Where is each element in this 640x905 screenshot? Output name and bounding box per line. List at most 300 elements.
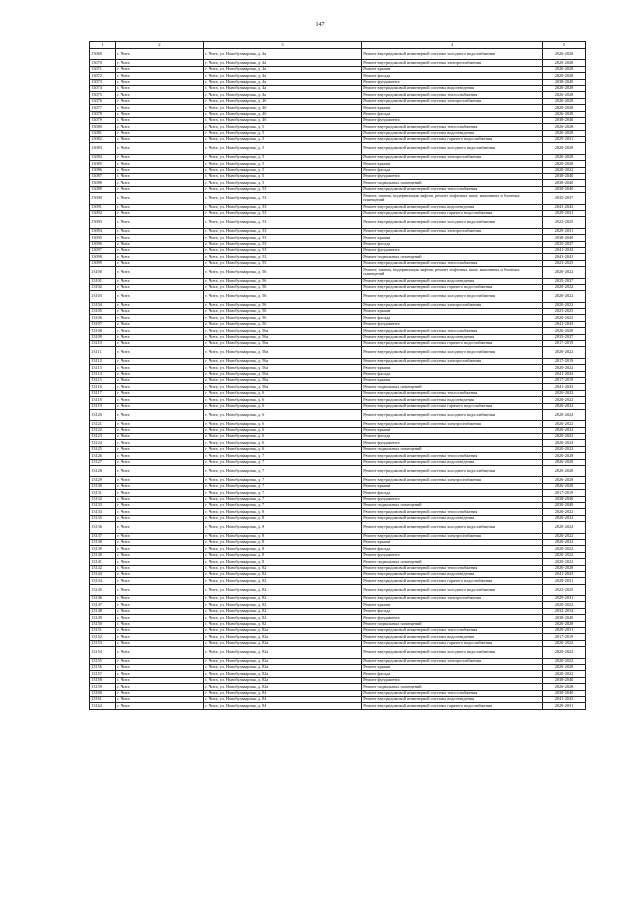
row-period: 2020-2022 — [543, 267, 586, 278]
row-number: 13151 — [90, 628, 116, 634]
row-city: г. Чита — [116, 92, 204, 98]
row-address: г. Чита, ул. Новобульварная, д. 8 — [204, 546, 362, 552]
table-row — [90, 217, 586, 228]
row-address: г. Чита, ул. Новобульварная, д. 6 — [204, 427, 362, 433]
row-number: 13084 — [90, 154, 116, 160]
row-city: г. Чита — [116, 403, 204, 409]
row-number: 13109 — [90, 334, 116, 340]
row-number: 13089 — [90, 186, 116, 192]
row-city: г. Чита — [116, 596, 204, 602]
row-number: 13159 — [90, 684, 116, 690]
row-number: 13073 — [90, 79, 116, 85]
row-number: 13104 — [90, 302, 116, 308]
row-address: г. Чита, ул. Новобульварная, д. 6 — [204, 421, 362, 427]
row-work-type: Ремонт крыши — [362, 365, 543, 371]
row-period: 2020-2022 — [543, 291, 586, 302]
row-city: г. Чита — [116, 658, 204, 664]
row-address: г. Чита, ул. Новобульварная, д. 4а — [204, 49, 362, 60]
row-work-type: Ремонт крыши — [362, 427, 543, 433]
row-work-type: Ремонт внутридомовой инженерной системы теплоснабжения — [362, 186, 543, 192]
row-city: г. Чита — [116, 446, 204, 452]
row-work-type: Ремонт подвальных помещений — [362, 503, 543, 509]
row-work-type: Ремонт внутридомовой инженерной системы горячего водоснабжения — [362, 137, 543, 143]
table-row — [90, 522, 586, 533]
row-work-type: Ремонт внутридомовой инженерной системы горячего водоснабжения — [362, 640, 543, 646]
row-address: г. Чита, ул. Новобульварная, д. 8 — [204, 515, 362, 521]
row-address: г. Чита, ул. Новобульварная, д. 8 — [204, 539, 362, 545]
row-address: г. Чита, ул. Новобульварная, д. 53 — [204, 241, 362, 247]
row-period: 2038-2040 — [543, 79, 586, 85]
row-work-type: Ремонт внутридомовой инженерной системы теплоснабжения — [362, 565, 543, 571]
row-work-type: Ремонт подвальных помещений — [362, 621, 543, 627]
row-number: 13080 — [90, 124, 116, 130]
row-address: г. Чита, ул. Новобульварная, д. 5 — [204, 180, 362, 186]
row-city: г. Чита — [116, 664, 204, 670]
row-address: г. Чита, ул. Новобульварная, д. 56а — [204, 341, 362, 347]
row-number: 13107 — [90, 321, 116, 327]
row-work-type: Ремонт внутридомовой инженерной системы водоотведения — [362, 515, 543, 521]
row-work-type: Ремонт крыши — [362, 664, 543, 670]
row-period: 2026-2028 — [543, 60, 586, 66]
row-number: 13156 — [90, 664, 116, 670]
row-number: 13113 — [90, 365, 116, 371]
row-period: 2038-2040 — [543, 174, 586, 180]
row-address: г. Чита, ул. Новобульварная, д. 56а — [204, 384, 362, 390]
row-work-type: Ремонт фундамента — [362, 79, 543, 85]
row-number: 13162 — [90, 703, 116, 709]
row-period: 2017-2019 — [543, 377, 586, 383]
row-city: г. Чита — [116, 235, 204, 241]
row-city: г. Чита — [116, 117, 204, 123]
row-number: 13153 — [90, 640, 116, 646]
row-number: 13082 — [90, 137, 116, 143]
row-address: г. Чита, ул. Новобульварная, д. 56а — [204, 377, 362, 383]
row-address: г. Чита, ул. Новобульварная, д. 4б — [204, 105, 362, 111]
row-work-type: Ремонт внутридомовой инженерной системы электроснабжения — [362, 477, 543, 483]
row-work-type: Ремонт внутридомовой инженерной системы электроснабжения — [362, 533, 543, 539]
row-work-type: Ремонт фундамента — [362, 321, 543, 327]
row-period: 2017-2019 — [543, 341, 586, 347]
row-work-type: Ремонт внутридомовой инженерной системы теплоснабжения — [362, 628, 543, 634]
row-period: 2026-2028 — [543, 49, 586, 60]
row-work-type: Ремонт внутридомовой инженерной системы холодного водоснабжения — [362, 143, 543, 154]
row-work-type: Ремонт крыши — [362, 602, 543, 608]
row-city: г. Чита — [116, 684, 204, 690]
row-city: г. Чита — [116, 79, 204, 85]
table-row — [90, 409, 586, 420]
row-work-type: Ремонт фасада — [362, 167, 543, 173]
row-address: г. Чита, ул. Новобульварная, д. 8 — [204, 522, 362, 533]
row-work-type: Ремонт внутридомовой инженерной системы электроснабжения — [362, 154, 543, 160]
row-city: г. Чита — [116, 602, 204, 608]
row-work-type: Ремонт внутридомовой инженерной системы водоотведения — [362, 397, 543, 403]
row-work-type: Ремонт крыши — [362, 483, 543, 489]
row-address: г. Чита, ул. Новобульварная, д. 8 — [204, 552, 362, 558]
row-number: 13124 — [90, 440, 116, 446]
row-city: г. Чита — [116, 427, 204, 433]
table-row — [90, 466, 586, 477]
row-city: г. Чита — [116, 647, 204, 658]
row-period: 2026-2028 — [543, 483, 586, 489]
row-number: 13118 — [90, 397, 116, 403]
row-period: 2029-2031 — [543, 228, 586, 234]
row-city: г. Чита — [116, 137, 204, 143]
row-city: г. Чита — [116, 174, 204, 180]
row-city: г. Чита — [116, 210, 204, 216]
row-number: 13078 — [90, 111, 116, 117]
table-row — [90, 703, 586, 709]
row-period: 2020-2022 — [543, 546, 586, 552]
row-period: 2020-2022 — [543, 640, 586, 646]
row-work-type: Ремонт фундамента — [362, 496, 543, 502]
row-work-type: Ремонт внутридомовой инженерной системы водоотведения — [362, 634, 543, 640]
row-number: 13070 — [90, 60, 116, 66]
row-work-type: Ремонт фасада — [362, 315, 543, 321]
row-period: 2026-2028 — [543, 105, 586, 111]
row-address: г. Чита, ул. Новобульварная, д. 82а — [204, 671, 362, 677]
row-address: г. Чита, ул. Новобульварная, д. 5 — [204, 137, 362, 143]
row-city: г. Чита — [116, 384, 204, 390]
row-city: г. Чита — [116, 228, 204, 234]
row-city: г. Чита — [116, 578, 204, 584]
row-number: 13111 — [90, 347, 116, 358]
row-work-type: Ремонт фасада — [362, 371, 543, 377]
row-city: г. Чита — [116, 60, 204, 66]
row-number: 13132 — [90, 496, 116, 502]
row-period: 2026-2028 — [543, 477, 586, 483]
row-address: г. Чита, ул. Новобульварная, д. 82а — [204, 677, 362, 683]
row-period: 2026-2028 — [543, 621, 586, 627]
row-city: г. Чита — [116, 483, 204, 489]
row-city: г. Чита — [116, 533, 204, 539]
row-address: г. Чита, ул. Новобульварная, д. 56 — [204, 267, 362, 278]
row-work-type: Ремонт, замена, модернизация лифтов, ремонт лифтовых шахт, машинных и блочных помещений — [362, 193, 543, 204]
row-work-type: Ремонт внутридомовой инженерной системы холодного водоснабжения — [362, 522, 543, 533]
row-city: г. Чита — [116, 584, 204, 595]
row-period: 2041-2043 — [543, 696, 586, 702]
row-address: г. Чита, ул. Новобульварная, д. 82а — [204, 634, 362, 640]
row-city: г. Чита — [116, 477, 204, 483]
row-address: г. Чита, ул. Новобульварная, д. 56 — [204, 309, 362, 315]
row-work-type: Ремонт внутридомовой инженерной системы холодного водоснабжения — [362, 584, 543, 595]
row-address: г. Чита, ул. Новобульварная, д. 56 — [204, 284, 362, 290]
row-address: г. Чита, ул. Новобульварная, д. 53 — [204, 210, 362, 216]
row-address: г. Чита, ул. Новобульварная, д. 5 — [204, 130, 362, 136]
row-period: 2020-2022 — [543, 390, 586, 396]
row-city: г. Чита — [116, 466, 204, 477]
row-number: 13097 — [90, 247, 116, 253]
row-work-type: Ремонт внутридомовой инженерной системы водоотведения — [362, 571, 543, 577]
row-number: 13121 — [90, 421, 116, 427]
row-work-type: Ремонт фасада — [362, 111, 543, 117]
row-work-type: Ремонт внутридомовой инженерной системы водоотведения — [362, 204, 543, 210]
row-address: г. Чита, ул. Новобульварная, д. 53 — [204, 186, 362, 192]
row-period: 2038-2040 — [543, 186, 586, 192]
row-period: 2026-2028 — [543, 143, 586, 154]
row-work-type: Ремонт подвальных помещений — [362, 254, 543, 260]
row-period: 2041-2043 — [543, 371, 586, 377]
row-number: 13140 — [90, 552, 116, 558]
row-city: г. Чита — [116, 621, 204, 627]
row-city: г. Чита — [116, 552, 204, 558]
row-period: 2038-2040 — [543, 117, 586, 123]
header-col-3: 3 — [204, 42, 362, 49]
row-number: 13149 — [90, 615, 116, 621]
row-period: 2026-2028 — [543, 453, 586, 459]
row-number: 13146 — [90, 596, 116, 602]
row-city: г. Чита — [116, 409, 204, 420]
row-number: 13083 — [90, 143, 116, 154]
row-work-type: Ремонт внутридомовой инженерной системы горячего водоснабжения — [362, 284, 543, 290]
row-number: 13096 — [90, 241, 116, 247]
row-period: 2023-2025 — [543, 217, 586, 228]
row-period: 2020-2022 — [543, 403, 586, 409]
row-period: 2020-2022 — [543, 658, 586, 664]
row-work-type: Ремонт внутридомовой инженерной системы горячего водоснабжения — [362, 403, 543, 409]
row-city: г. Чита — [116, 204, 204, 210]
row-work-type: Ремонт внутридомовой инженерной системы электроснабжения — [362, 60, 543, 66]
row-period: 2020-2022 — [543, 552, 586, 558]
row-period: 2020-2022 — [543, 509, 586, 515]
row-work-type: Ремонт фундамента — [362, 552, 543, 558]
row-address: г. Чита, ул. Новобульварная, д. 56 — [204, 278, 362, 284]
row-period: 2032-2034 — [543, 608, 586, 614]
row-city: г. Чита — [116, 459, 204, 465]
row-address: г. Чита, ул. Новобульварная, д. 56 — [204, 315, 362, 321]
row-city: г. Чита — [116, 559, 204, 565]
row-number: 13129 — [90, 477, 116, 483]
row-number: 13105 — [90, 309, 116, 315]
row-number: 13072 — [90, 73, 116, 79]
table-row — [90, 267, 586, 278]
row-address: г. Чита, ул. Новобульварная, д. 82а — [204, 647, 362, 658]
row-number: 13136 — [90, 522, 116, 533]
row-city: г. Чита — [116, 522, 204, 533]
row-work-type: Ремонт фундамента — [362, 247, 543, 253]
row-work-type: Ремонт подвальных помещений — [362, 180, 543, 186]
row-city: г. Чита — [116, 167, 204, 173]
row-period: 2029-2031 — [543, 137, 586, 143]
row-city: г. Чита — [116, 154, 204, 160]
row-work-type: Ремонт внутридомовой инженерной системы холодного водоснабжения — [362, 49, 543, 60]
row-period: 2029-2031 — [543, 596, 586, 602]
row-city: г. Чита — [116, 347, 204, 358]
row-number: 13152 — [90, 634, 116, 640]
row-work-type: Ремонт крыши — [362, 309, 543, 315]
row-work-type: Ремонт внутридомовой инженерной системы электроснабжения — [362, 596, 543, 602]
row-work-type: Ремонт внутридомовой инженерной системы электроснабжения — [362, 421, 543, 427]
row-city: г. Чита — [116, 111, 204, 117]
row-address: г. Чита, ул. Новобульварная, д. 82 — [204, 596, 362, 602]
row-work-type: Ремонт внутридомовой инженерной системы горячего водоснабжения — [362, 210, 543, 216]
row-number: 13099 — [90, 260, 116, 266]
row-number: 13106 — [90, 315, 116, 321]
row-address: г. Чита, ул. Новобульварная, д. 4б — [204, 111, 362, 117]
row-work-type: Ремонт внутридомовой инженерной системы водоотведения — [362, 85, 543, 91]
row-work-type: Ремонт фасада — [362, 434, 543, 440]
row-period: 2020-2022 — [543, 446, 586, 452]
row-number: 13128 — [90, 466, 116, 477]
row-period: 2026-2028 — [543, 154, 586, 160]
row-city: г. Чита — [116, 143, 204, 154]
row-work-type: Ремонт внутридомовой инженерной системы водоотведения — [362, 459, 543, 465]
row-number: 13138 — [90, 539, 116, 545]
row-work-type: Ремонт крыши — [362, 105, 543, 111]
row-city: г. Чита — [116, 260, 204, 266]
row-number: 13091 — [90, 204, 116, 210]
row-number: 13076 — [90, 98, 116, 104]
page-number: 147 — [315, 22, 325, 28]
row-city: г. Чита — [116, 490, 204, 496]
row-number: 13154 — [90, 647, 116, 658]
row-period: 2020-2022 — [543, 440, 586, 446]
row-address: г. Чита, ул. Новобульварная, д. 82а — [204, 664, 362, 670]
row-address: г. Чита, ул. Новобульварная, д. 6 — [204, 446, 362, 452]
row-city: г. Чита — [116, 291, 204, 302]
row-city: г. Чита — [116, 515, 204, 521]
row-period: 2026-2028 — [543, 85, 586, 91]
row-work-type: Ремонт внутридомовой инженерной системы электроснабжения — [362, 658, 543, 664]
row-city: г. Чита — [116, 217, 204, 228]
row-city: г. Чита — [116, 193, 204, 204]
row-work-type: Ремонт крыши — [362, 66, 543, 72]
row-address: г. Чита, ул. Новобульварная, д. 5 — [204, 143, 362, 154]
row-number: 13150 — [90, 621, 116, 627]
row-number: 13127 — [90, 459, 116, 465]
row-number: 13103 — [90, 291, 116, 302]
row-period: 2026-2028 — [543, 466, 586, 477]
row-work-type: Ремонт внутридомовой инженерной системы водоотведения — [362, 696, 543, 702]
row-work-type: Ремонт, замена, модернизация лифтов, ремонт лифтовых шахт, машинных и блочных помещений — [362, 267, 543, 278]
row-address: г. Чита, ул. Новобульварная, д. 8 — [204, 533, 362, 539]
row-city: г. Чита — [116, 503, 204, 509]
row-work-type: Ремонт внутридомовой инженерной системы водоотведения — [362, 130, 543, 136]
row-period: 2026-2028 — [543, 66, 586, 72]
row-address: г. Чита, ул. Новобульварная, д. 53 — [204, 247, 362, 253]
row-period: 2035-2037 — [543, 278, 586, 284]
row-work-type: Ремонт фундамента — [362, 117, 543, 123]
row-address: г. Чита, ул. Новобульварная, д. 8 — [204, 559, 362, 565]
row-work-type: Ремонт внутридомовой инженерной системы электроснабжения — [362, 302, 543, 308]
row-city: г. Чита — [116, 73, 204, 79]
row-city: г. Чита — [116, 440, 204, 446]
row-period: 2020-2022 — [543, 539, 586, 545]
row-period: 2029-2031 — [543, 703, 586, 709]
table-row — [90, 291, 586, 302]
row-city: г. Чита — [116, 309, 204, 315]
row-period: 2029-2031 — [543, 210, 586, 216]
table-row — [90, 647, 586, 658]
row-period: 2038-2040 — [543, 235, 586, 241]
row-city: г. Чита — [116, 565, 204, 571]
row-address: г. Чита, ул. Новобульварная, д. 82 — [204, 621, 362, 627]
row-period: 2023-2025 — [543, 584, 586, 595]
row-number: 13158 — [90, 677, 116, 683]
row-work-type: Ремонт внутридомовой инженерной системы теплоснабжения — [362, 328, 543, 334]
row-number: 13137 — [90, 533, 116, 539]
row-work-type: Ремонт подвальных помещений — [362, 384, 543, 390]
row-number: 13090 — [90, 193, 116, 204]
row-number: 13102 — [90, 284, 116, 290]
row-work-type: Ремонт фасада — [362, 490, 543, 496]
row-city: г. Чита — [116, 334, 204, 340]
row-work-type: Ремонт внутридомовой инженерной системы теплоснабжения — [362, 509, 543, 515]
row-address: г. Чита, ул. Новобульварная, д. 82 — [204, 615, 362, 621]
row-period: 2026-2028 — [543, 73, 586, 79]
row-number: 13130 — [90, 483, 116, 489]
row-number: 13141 — [90, 559, 116, 565]
table-row — [90, 584, 586, 595]
row-work-type: Ремонт внутридомовой инженерной системы горячего водоснабжения — [362, 341, 543, 347]
row-address: г. Чита, ул. Новобульварная, д. 4а — [204, 92, 362, 98]
row-period: 2023-2025 — [543, 260, 586, 266]
row-address: г. Чита, ул. Новобульварная, д. 56 — [204, 321, 362, 327]
row-city: г. Чита — [116, 615, 204, 621]
row-address: г. Чита, ул. Новобульварная, д. 53 — [204, 228, 362, 234]
row-address: г. Чита, ул. Новобульварная, д. 82а — [204, 628, 362, 634]
row-address: г. Чита, ул. Новобульварная, д. 5 — [204, 167, 362, 173]
row-city: г. Чита — [116, 696, 204, 702]
row-period: 2035-2037 — [543, 241, 586, 247]
row-address: г. Чита, ул. Новобульварная, д. 7 — [204, 490, 362, 496]
row-city: г. Чита — [116, 608, 204, 614]
row-city: г. Чита — [116, 98, 204, 104]
row-number: 13108 — [90, 328, 116, 334]
row-city: г. Чита — [116, 397, 204, 403]
row-city: г. Чита — [116, 634, 204, 640]
row-number: 13134 — [90, 509, 116, 515]
row-address: г. Чита, ул. Новобульварная, д. 4а — [204, 60, 362, 66]
row-period: 2041-2043 — [543, 384, 586, 390]
row-period: 2026-2028 — [543, 124, 586, 130]
row-work-type: Ремонт внутридомовой инженерной системы горячего водоснабжения — [362, 578, 543, 584]
row-work-type: Ремонт внутридомовой инженерной системы электроснабжения — [362, 98, 543, 104]
row-address: г. Чита, ул. Новобульварная, д. 7 — [204, 483, 362, 489]
row-city: г. Чита — [116, 358, 204, 364]
row-period: 2026-2028 — [543, 565, 586, 571]
row-number: 13077 — [90, 105, 116, 111]
row-period: 2035-2037 — [543, 193, 586, 204]
row-address: г. Чита, ул. Новобульварная, д. 56а — [204, 371, 362, 377]
row-number: 13143 — [90, 571, 116, 577]
row-period: 2020-2022 — [543, 315, 586, 321]
row-address: г. Чита, ул. Новобульварная, д. 53 — [204, 235, 362, 241]
row-city: г. Чита — [116, 509, 204, 515]
row-address: г. Чита, ул. Новобульварная, д. 6 — [204, 434, 362, 440]
row-city: г. Чита — [116, 186, 204, 192]
row-number: 13133 — [90, 503, 116, 509]
row-city: г. Чита — [116, 671, 204, 677]
row-work-type: Ремонт внутридомовой инженерной системы теплоснабжения — [362, 453, 543, 459]
row-number: 13081 — [90, 130, 116, 136]
row-number: 13088 — [90, 180, 116, 186]
row-period: 2041-2043 — [543, 247, 586, 253]
row-work-type: Ремонт фасада — [362, 608, 543, 614]
row-number: 13079 — [90, 117, 116, 123]
row-address: г. Чита, ул. Новобульварная, д. 56 — [204, 291, 362, 302]
row-address: г. Чита, ул. Новобульварная, д. 5 — [204, 154, 362, 160]
row-number: 13148 — [90, 608, 116, 614]
row-number: 13098 — [90, 254, 116, 260]
row-address: г. Чита, ул. Новобульварная, д. 56а — [204, 328, 362, 334]
row-address: г. Чита, ул. Новобульварная, д. 4а — [204, 73, 362, 79]
row-address: г. Чита, ул. Новобульварная, д. 6 — [204, 440, 362, 446]
row-work-type: Ремонт подвальных помещений — [362, 559, 543, 565]
row-period: 2041-2043 — [543, 321, 586, 327]
row-address: г. Чита, ул. Новобульварная, д. 82а — [204, 658, 362, 664]
row-period: 2020-2022 — [543, 559, 586, 565]
row-number: 13126 — [90, 453, 116, 459]
